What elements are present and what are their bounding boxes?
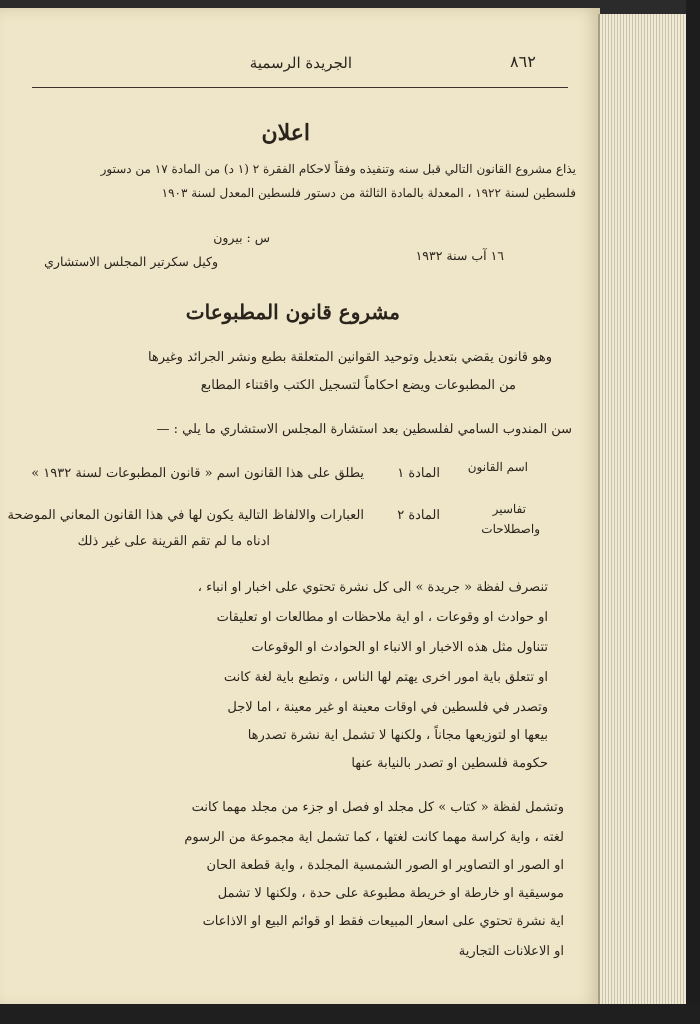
definition-newspaper-line: تنصرف لفظة « جريدة » الى كل نشرة تحتوي على اخبار او انباء ، [197,580,548,595]
law-title: مشروع قانون المطبوعات [185,300,400,324]
definition-newspaper-line: بيعها او لتوزيعها مجاناً ، ولكنها لا تشمل اية نشرة تصدرها [247,728,548,743]
article-2-label: المادة ٢ [397,508,440,523]
definition-book-line: او الاعلانات التجارية [458,944,564,959]
article-1-text: يطلق على هذا القانون اسم « قانون المطبوعات لسنة ١٩٣٢ » [31,466,364,481]
definition-newspaper-line: وتصدر في فلسطين في اوقات معينة او غير معينة ، اما لاجل [227,700,548,715]
article-2-text: العبارات والالفاظ التالية يكون لها في هذا القانون المعاني الموضحة [7,508,364,523]
preamble-line: من المطبوعات ويضع احكاماً لتسجيل الكتب واقتناء المطابع [200,378,516,393]
definition-book-line: موسيقية او خارطة او خريطة مطبوعة على حدة ، ولكنها لا تشمل [217,886,564,901]
announcement-line: يذاع مشروع القانون التالي قبل سنه وتنفيذه وفقاً لاحكام الفقرة ٢ (١ د) من المادة ١٧ من دستور [100,162,576,176]
book-cover-edge [686,0,700,1024]
definition-newspaper-line: او حوادث او وقوعات ، او اية ملاحظات او مطالعات او تعليقات [216,610,548,625]
definition-book-line: اية نشرة تحتوي على اسعار المبيعات فقط او قوائم البيع او الاذاعات [202,914,564,929]
article-2-side-note: تفاسير [492,502,526,516]
announcement-line: فلسطين لسنة ١٩٢٢ ، المعدلة بالمادة الثالثة من دستور فلسطين المعدل لسنة ١٩٠٣ [161,186,576,200]
signer-title: وكيل سكرتير المجلس الاستشاري [44,254,218,269]
definition-newspaper-line: تتناول مثل هذه الاخبار او الانباء او الحوادث او الوقوعات [251,640,548,655]
announcement-title: اعلان [261,120,310,146]
article-1-label: المادة ١ [397,466,440,481]
definition-book-line: وتشمل لفظة « كتاب » كل مجلد او فصل او جزء من مجلد مهما كانت [191,800,564,815]
header-rule [32,87,568,88]
announcement-date: ١٦ آب سنة ١٩٣٢ [415,248,504,263]
definition-book-line: او الصور او التصاوير او الصور الشمسية المجلدة ، واية قطعة الحان [206,858,564,873]
scan-background [0,1004,700,1024]
signer-initial: س : بيرون [213,230,270,245]
page-stack-edges [598,14,692,1006]
definition-newspaper-line: او تتعلق باية امور اخرى يهتم لها الناس ، وتطبع باية لغة كانت [223,670,548,685]
page-number: ٨٦٢ [510,52,536,71]
preamble-line: وهو قانون يقضي بتعديل وتوحيد القوانين المتعلقة بطبع ونشر الجرائد وغيرها [147,350,552,365]
enactment-clause: سن المندوب السامي لفلسطين بعد استشارة المجلس الاستشاري ما يلي : — [156,422,572,437]
article-2-text: ادناه ما لم تقم القرينة على غير ذلك [77,534,270,549]
definition-newspaper-line: حكومة فلسطين او تصدر بالنيابة عنها [351,756,548,771]
article-2-side-note: واصطلاحات [481,522,540,536]
document-page [0,8,600,1008]
running-header-title: الجريدة الرسمية [249,54,352,72]
definition-book-line: لغته ، واية كراسة مهما كانت لغتها ، كما تشمل اية مجموعة من الرسوم [184,830,564,845]
article-1-side-note: اسم القانون [467,460,528,474]
